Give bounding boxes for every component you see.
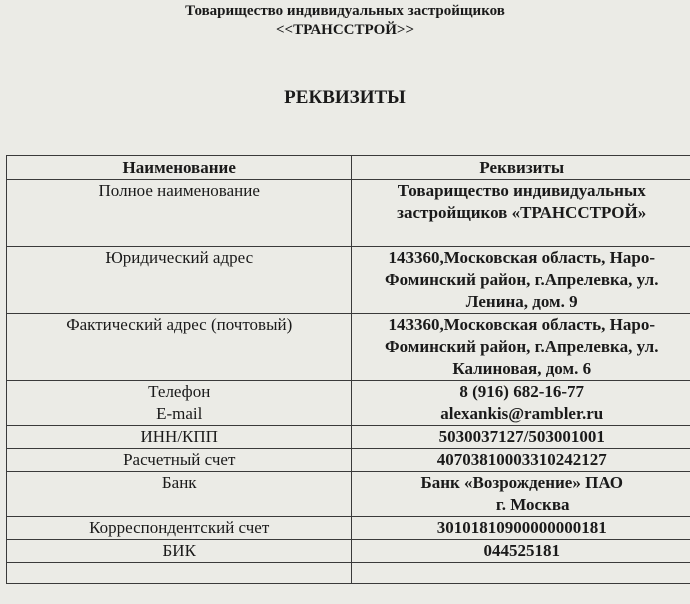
email-label: E-mail [156,404,203,423]
phone-label: Телефон [148,382,211,401]
account-value: 40703810003310242127 [352,449,690,472]
organization-header [0,2,690,40]
table-row-bank [7,472,690,517]
bank-name: Банк «Возрождение» ПАО [420,473,623,492]
phone-value: 8 (916) 682-16-77 [459,382,585,401]
requisites-table [6,155,690,584]
legal-address-value: 143360,Московская область, Наро-Фоминский район, г.Апрелевка, ул. Ленина, дом. 9 [352,247,690,314]
table-row-legal-address [7,247,690,314]
organization-name-line2: <<ТРАНССТРОЙ>> [275,22,415,38]
bik-value: 044525181 [352,540,690,563]
inn-kpp-value: 5030037127/503001001 [352,426,690,449]
inn-kpp-label: ИНН/КПП [7,426,352,449]
table-row-bik [7,540,690,563]
actual-address-value: 143360,Московская область, Наро-Фоминский район, г.Апрелевка, ул. Калиновая, дом. 6 [352,314,690,381]
bank-city: г. Москва [495,495,570,514]
column-header-value: Реквизиты [352,156,690,180]
actual-address-label: Фактический адрес (почтовый) [7,314,352,381]
column-header-name: Наименование [7,156,352,180]
table-row-inn-kpp [7,426,690,449]
bank-value [352,472,690,517]
contacts-values [352,381,690,426]
empty-cell-left [7,563,352,584]
table-row-corr-account [7,517,690,540]
table-header-row [7,156,690,180]
contacts-labels [7,381,352,426]
email-value: alexankis@rambler.ru [440,404,604,423]
empty-cell-right [352,563,690,584]
table-row-full-name [7,180,690,247]
bank-label: Банк [7,472,352,517]
corr-account-label: Корреспондентский счет [7,517,352,540]
table-row-contacts [7,381,690,426]
legal-address-label: Юридический адрес [7,247,352,314]
full-name-label: Полное наименование [7,180,352,247]
full-name-value: Товарищество индивидуальных застройщиков «ТРАНССТРОЙ» [352,180,690,247]
bik-label: БИК [7,540,352,563]
account-label: Расчетный счет [7,449,352,472]
document-title: РЕКВИЗИТЫ [284,87,406,108]
table-row-account [7,449,690,472]
corr-account-value: 30101810900000000181 [352,517,690,540]
table-row-empty [7,563,690,584]
organization-name-line1: Товарищество индивидуальных застройщиков [185,3,505,19]
table-row-actual-address [7,314,690,381]
